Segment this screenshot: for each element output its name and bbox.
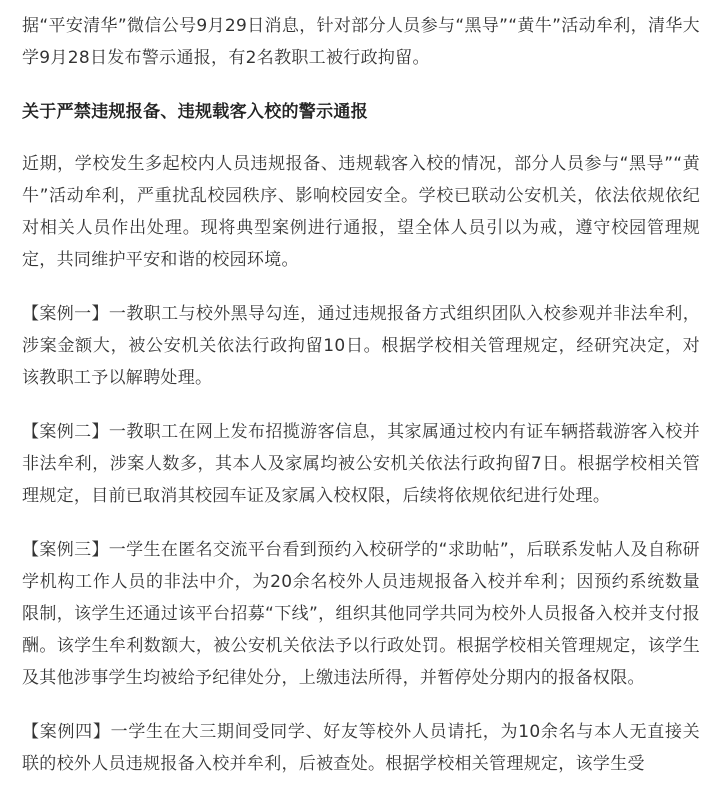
case-two-paragraph: 【案例二】一教职工在网上发布招揽游客信息，其家属通过校内有证车辆搭载游客入校并非法牟利，涉案人数多，其本人及家属均被公安机关依法行政拘留7日。根据学校相关管理规定，目前已取消其校园车证及家属入校权限，后续将依规依纪进行处理。 (22, 422, 700, 506)
notice-paragraph: 近期，学校发生多起校内人员违规报备、违规载客入校的情况，部分人员参与“黑导”“黄牛”活动牟利，严重扰乱校园秩序、影响校园安全。学校已联动公安机关，依法依规依纪对相关人员作出处理。现将典型案例进行通报，望全体人员引以为戒，遵守校园管理规定，共同维护平安和谐的校园环境。 (22, 154, 700, 270)
case-three-paragraph: 【案例三】一学生在匿名交流平台看到预约入校研学的“求助帖”，后联系发帖人及自称研学机构工作人员的非法中介，为20余名校外人员违规报备入校并牟利；因预约系统数量限制，该学生还通过该平台招募“下线”，组织其他同学共同为校外人员报备入校并支付报酬。该学生牟利数额大，被公安机关依法予以行政处罚。根据学校相关管理规定，该学生及其他涉事学生均被给予纪律处分，上缴违法所得，并暂停处分期内的报备权限。 (22, 540, 700, 688)
article-intro: 据“平安清华”微信公号9月29日消息，针对部分人员参与“黑导”“黄牛”活动牟利，清华大学9月28日发布警示通报，有2名教职工被行政拘留。 (22, 16, 700, 68)
case-one-paragraph: 【案例一】一教职工与校外黑导勾连，通过违规报备方式组织团队入校参观并非法牟利，涉案金额大，被公安机关依法行政拘留10日。根据学校相关管理规定，经研究决定，对该教职工予以解聘处理。 (22, 304, 700, 388)
article-body (22, 10, 700, 802)
notice-heading: 关于严禁违规报备、违规载客入校的警示通报 (22, 102, 368, 122)
case-four-paragraph: 【案例四】一学生在大三期间受同学、好友等校外人员请托，为10余名与本人无直接关联的校外人员违规报备入校并牟利，后被查处。根据学校相关管理规定，该学生受 (22, 722, 700, 774)
